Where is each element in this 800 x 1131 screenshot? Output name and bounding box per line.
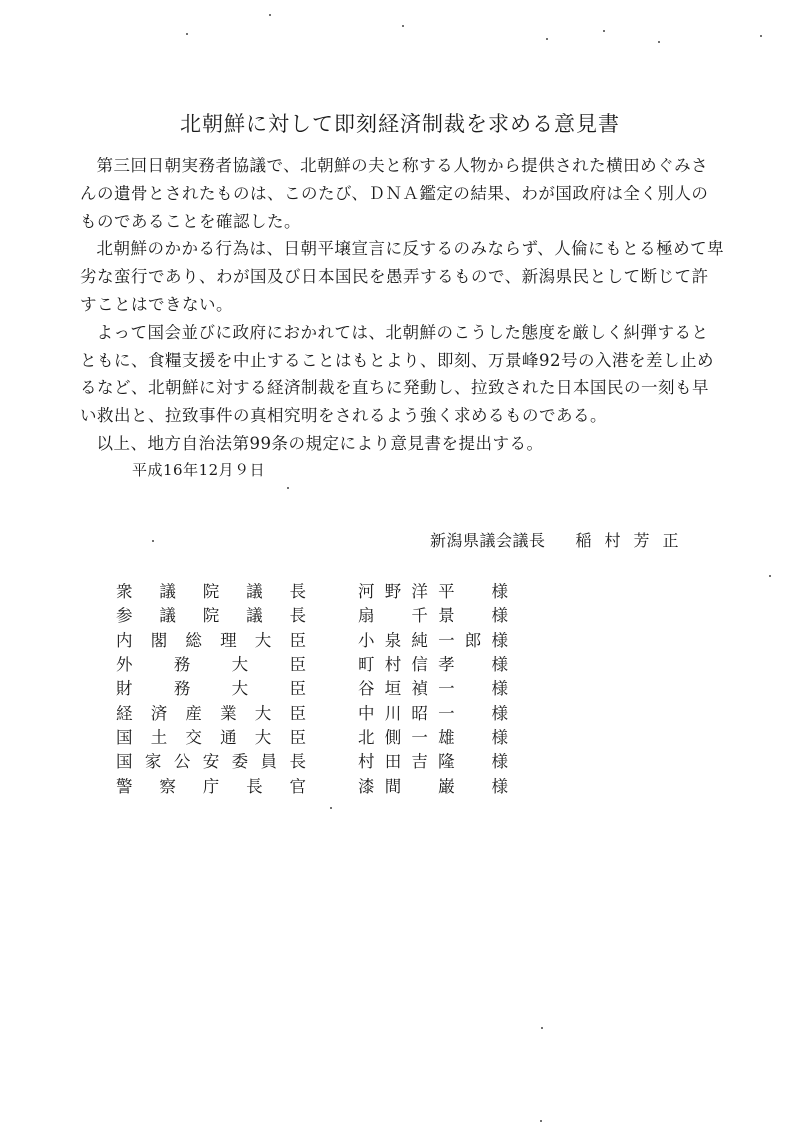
sender-name: 稲村芳正 (575, 531, 692, 550)
document-date: 平成16年12月９日 (132, 461, 266, 479)
recipient-name: 扇 千 景 様 (358, 606, 508, 626)
scan-speck (269, 14, 271, 16)
recipient-position: 財 務 大 臣 (116, 679, 306, 699)
recipient-position: 参 議 院 議 長 (116, 606, 306, 626)
recipient-list (116, 578, 508, 797)
document-title: 北朝鮮に対して即刻経済制裁を求める意見書 (180, 112, 620, 136)
scan-speck (603, 30, 605, 32)
scan-speck (769, 575, 771, 577)
recipient-position: 内 閣 総 理 大 臣 (116, 630, 306, 650)
paragraph-3: よって国会並びに政府におかれては、北朝鮮のこうした態度を厳しく糾弾するとともに、食糧支援を中止することはもとより、即刻、万景峰92号の入港を差し止めるなど、北朝鮮に対する経済制裁を直ちに発動し、拉致された日本国民の一刻も早い救出と、拉致事件の真相究明をされるよう強く求めるものである。 (80, 322, 714, 426)
scan-speck (330, 807, 332, 809)
scan-speck (186, 33, 188, 35)
recipient-position: 警 察 庁 長 官 (116, 776, 306, 796)
recipient-row (116, 602, 508, 626)
recipient-name: 谷 垣 禎 一 様 (358, 679, 508, 699)
recipient-row (116, 748, 508, 772)
scan-speck (541, 1027, 543, 1029)
paragraph-4: 以上、地方自治法第99条の規定により意見書を提出する。 (96, 433, 544, 453)
recipient-row (116, 699, 508, 723)
scan-speck (287, 487, 289, 489)
recipient-name: 中 川 昭 一 様 (358, 703, 508, 723)
recipient-name: 北 側 一 雄 様 (358, 727, 508, 747)
scan-speck (546, 38, 548, 40)
recipient-name: 河 野 洋 平 様 (358, 582, 508, 602)
document-body (80, 152, 725, 458)
recipient-name: 漆 間 巌 様 (358, 776, 508, 796)
scan-speck (152, 540, 154, 542)
scan-speck (402, 25, 404, 27)
paragraph-2: 北朝鮮のかかる行為は、日朝平壌宣言に反するのみならず、人倫にもとる極めて卑劣な蛮行であり、わが国及び日本国民を愚弄するもので、新潟県民として断じて許すことはできない。 (80, 239, 725, 314)
recipient-position: 国 家 公 安 委 員 長 (116, 752, 306, 772)
recipient-position: 国 土 交 通 大 臣 (116, 727, 306, 747)
recipient-row (116, 675, 508, 699)
scan-speck (658, 41, 660, 43)
scan-speck (760, 35, 762, 37)
scan-speck (540, 1120, 542, 1122)
sender-block (430, 528, 692, 551)
recipient-row (116, 772, 508, 796)
recipient-row (116, 651, 508, 675)
recipient-position: 衆 議 院 議 長 (116, 582, 306, 602)
recipient-name: 町 村 信 孝 様 (358, 655, 508, 675)
recipient-name: 村 田 吉 隆 様 (358, 752, 508, 772)
recipient-row (116, 724, 508, 748)
recipient-name: 小 泉 純 一 郎 様 (358, 630, 508, 650)
recipient-position: 外 務 大 臣 (116, 655, 306, 675)
recipient-row (116, 578, 508, 602)
recipient-position: 経 済 産 業 大 臣 (116, 703, 306, 723)
recipient-row (116, 627, 508, 651)
sender-title: 新潟県議会議長 (430, 531, 546, 550)
paragraph-1: 第三回日朝実務者協議で、北朝鮮の夫と称する人物から提供された横田めぐみさんの遺骨とされたものは、このたび、ＤＮＡ鑑定の結果、わが国政府は全く別人のものであることを確認した。 (80, 156, 709, 231)
